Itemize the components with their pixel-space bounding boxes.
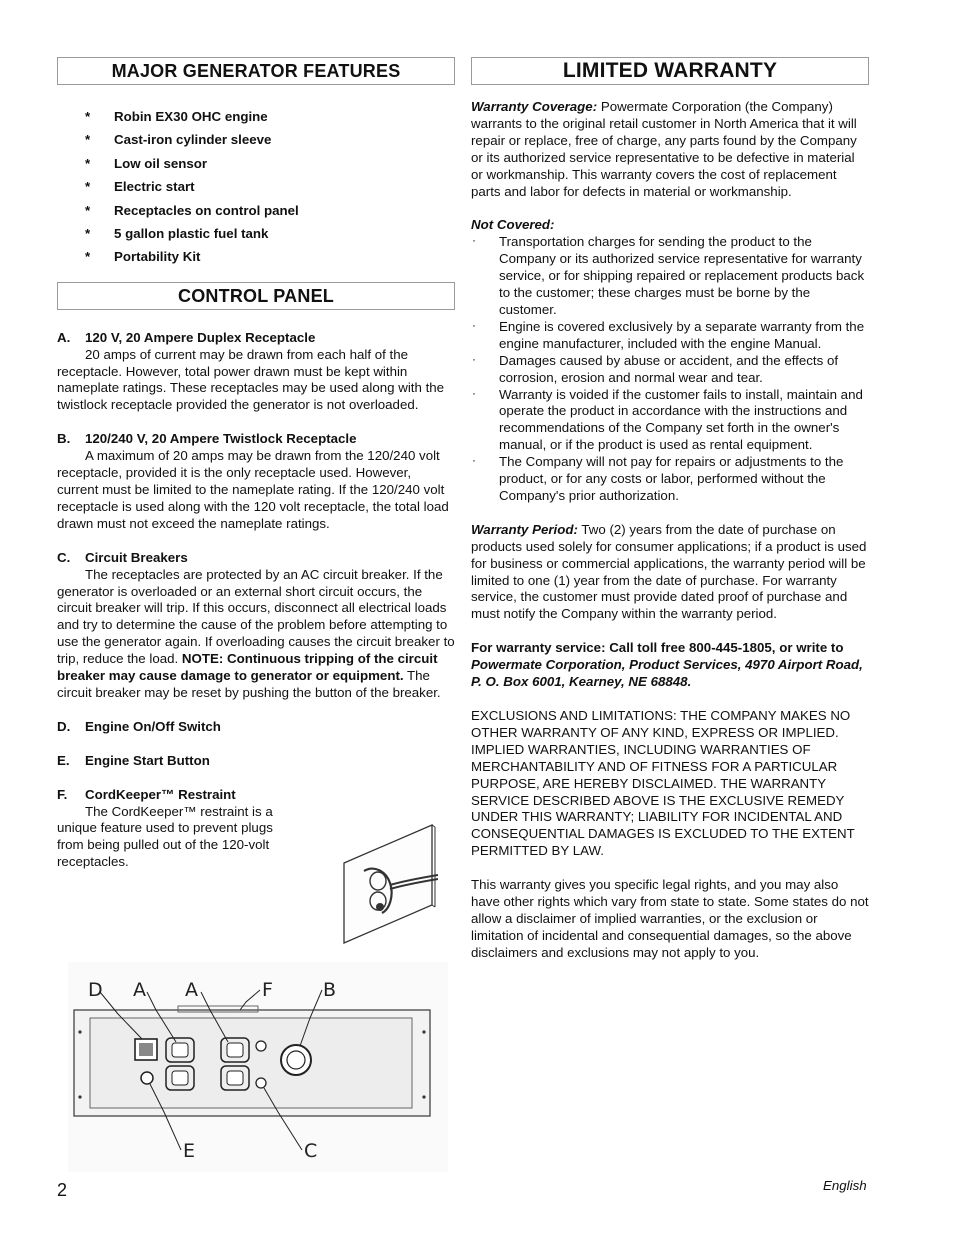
right-column bbox=[471, 57, 869, 962]
rights-paragraph: This warranty gives you specific legal rights, and you may also have other rights which vary from state to state. Some states do not allow a disclaimer of implied warranties, or the exclusion or limitation of incidental and consequential damages, so the above disclaimers and exclusions may not apply to you. bbox=[471, 877, 869, 960]
list-item: · The Company will not pay for repairs or adjustments to the product, or for any costs or labor, performed without the Company's prior authorization. bbox=[472, 453, 844, 503]
cordkeeper-illustration bbox=[334, 823, 438, 945]
note-text: NOTE: Continuous tripping of the circuit breaker may cause damage to generator or equipment. bbox=[57, 651, 438, 684]
features-list bbox=[85, 105, 455, 269]
feature-item: * Low oil sensor bbox=[85, 155, 208, 171]
list-item: · Warranty is voided if the customer fails to install, maintain and operate the product in accordance with the instructions and recommendations of the Company set forth in the owner's manual, or if the product is used as rental equipment. bbox=[472, 385, 863, 453]
list-item: · Damages caused by abuse or accident, and the effects of corrosion, erosion and normal wear and tear. bbox=[472, 351, 839, 385]
period-paragraph: Warranty Period: Two (2) years from the date of purchase on products used solely for consumer applications; if a product is used for business or commercial applications, the warranty period will be limited to one (1) year from the date of purchase. For warranty service, the customer must provide dated proof of purchase and must notify the Company within the warranty period. bbox=[471, 521, 867, 622]
item-f: F. CordKeeper™ Restraint The CordKeeper™ restraint is a unique feature used to prevent plugs from being pulled out of the 120-volt receptacles. bbox=[57, 786, 273, 870]
page-number: 2 bbox=[57, 1180, 68, 1200]
left-column bbox=[57, 57, 455, 871]
item-b: B. 120/240 V, 20 Ampere Twistlock Receptacle A maximum of 20 amps may be drawn from the 120/240 volt receptacle, provided it is the only receptacle used. However, current must be limited to the nameplate rating. If the 120/240 volt receptacle is used along with the 120 volt receptacle, the total load drawn must not exceed the nameplate ratings. bbox=[57, 431, 449, 531]
list-item: · Engine is covered exclusively by a separate warranty from the engine manufacturer, included with the engine Manual. bbox=[472, 317, 865, 351]
feature-item: * Electric start bbox=[85, 179, 195, 195]
language-label: English bbox=[823, 1178, 867, 1193]
control-panel-diagram bbox=[68, 962, 448, 1172]
feature-item: * Receptacles on control panel bbox=[85, 202, 299, 218]
figure-label-f: F bbox=[262, 979, 273, 1001]
item-d: D. Engine On/Off Switch bbox=[57, 718, 221, 734]
list-item: · Transportation charges for sending the product to the Company or its authorized service representative for warranty service, or for shipping repaired or replacement products back to the customer; these charges must be borne by the customer. bbox=[472, 233, 865, 317]
figure-label-c: C bbox=[304, 1140, 318, 1162]
not-covered-label: Not Covered: bbox=[471, 217, 555, 233]
warranty-header: LIMITED WARRANTY bbox=[471, 57, 869, 85]
item-c: C. Circuit Breakers The receptacles are protected by an AC circuit breaker. If the generator is overloaded or an external short circuit occurs, the circuit breaker will trip. If this occurs, disconnect all electrical loads and try to determine the cause of the problem before attempting to use the generator again. If overloading causes the circuit breaker to trip, reduce the load. NOTE: Continuous tripping of the circuit breaker may cause damage to generator or equipment. The circuit breaker may be reset by pushing the button of the breaker. bbox=[57, 549, 455, 700]
not-covered-list bbox=[471, 234, 869, 505]
coverage-paragraph: Warranty Coverage: Powermate Corporation (the Company) warrants to the original retail customer in North America that it will repair or replace, free of charge, any parts found by the Company or its authorized service representative to be defective in material or workmanship. This warranty covers the cost of replacement parts and labor for defects in material or workmanship. bbox=[471, 99, 857, 199]
feature-item: * Portability Kit bbox=[85, 249, 201, 265]
figure-label-e: E bbox=[183, 1140, 196, 1162]
item-e: E. Engine Start Button bbox=[57, 752, 210, 768]
figure-label-a1: A bbox=[133, 979, 146, 1001]
feature-item: * 5 gallon plastic fuel tank bbox=[85, 225, 269, 241]
item-a: A. 120 V, 20 Ampere Duplex Receptacle 20 amps of current may be drawn from each half of the receptacle. However, total power drawn must be kept within nameplate ratings. These receptacles may be used along with the twistlock receptacle provided the generator is not overloaded. bbox=[57, 329, 445, 413]
exclusions-paragraph: EXCLUSIONS AND LIMITATIONS: THE COMPANY MAKES NO OTHER WARRANTY OF ANY KIND, EXPRESS OR IMPLIED. IMPLIED WARRANTIES, INCLUDING WARRANTIES OF MERCHANTABILITY AND OF FITNESS FOR A PARTICULAR PURPOSE, ARE HEREBY DISCLAIMED. THE WARRANTY SERVICE DESCRIBED ABOVE IS THE EXCLUSIVE REMEDY UNDER THIS WARRANTY; LIABILITY FOR INCIDENTAL AND CONSEQUENTIAL DAMAGES IS EXCLUDED TO THE EXTENT PERMITTED BY LAW. bbox=[471, 708, 855, 859]
figure-label-d: D bbox=[88, 979, 103, 1001]
control-panel-header: CONTROL PANEL bbox=[57, 282, 455, 310]
figure-label-b: B bbox=[323, 979, 337, 1001]
figure-label-a2: A bbox=[185, 979, 198, 1001]
service-paragraph: For warranty service: Call toll free 800-445-1805, or write to Powermate Corporation, Product Services, 4970 Airport Road, P. O. Box 6001, Kearney, NE 68848. bbox=[471, 640, 863, 690]
features-header: MAJOR GENERATOR FEATURES bbox=[57, 57, 455, 85]
feature-item: * Cast-iron cylinder sleeve bbox=[85, 132, 272, 148]
feature-item: * Robin EX30 OHC engine bbox=[85, 109, 268, 124]
